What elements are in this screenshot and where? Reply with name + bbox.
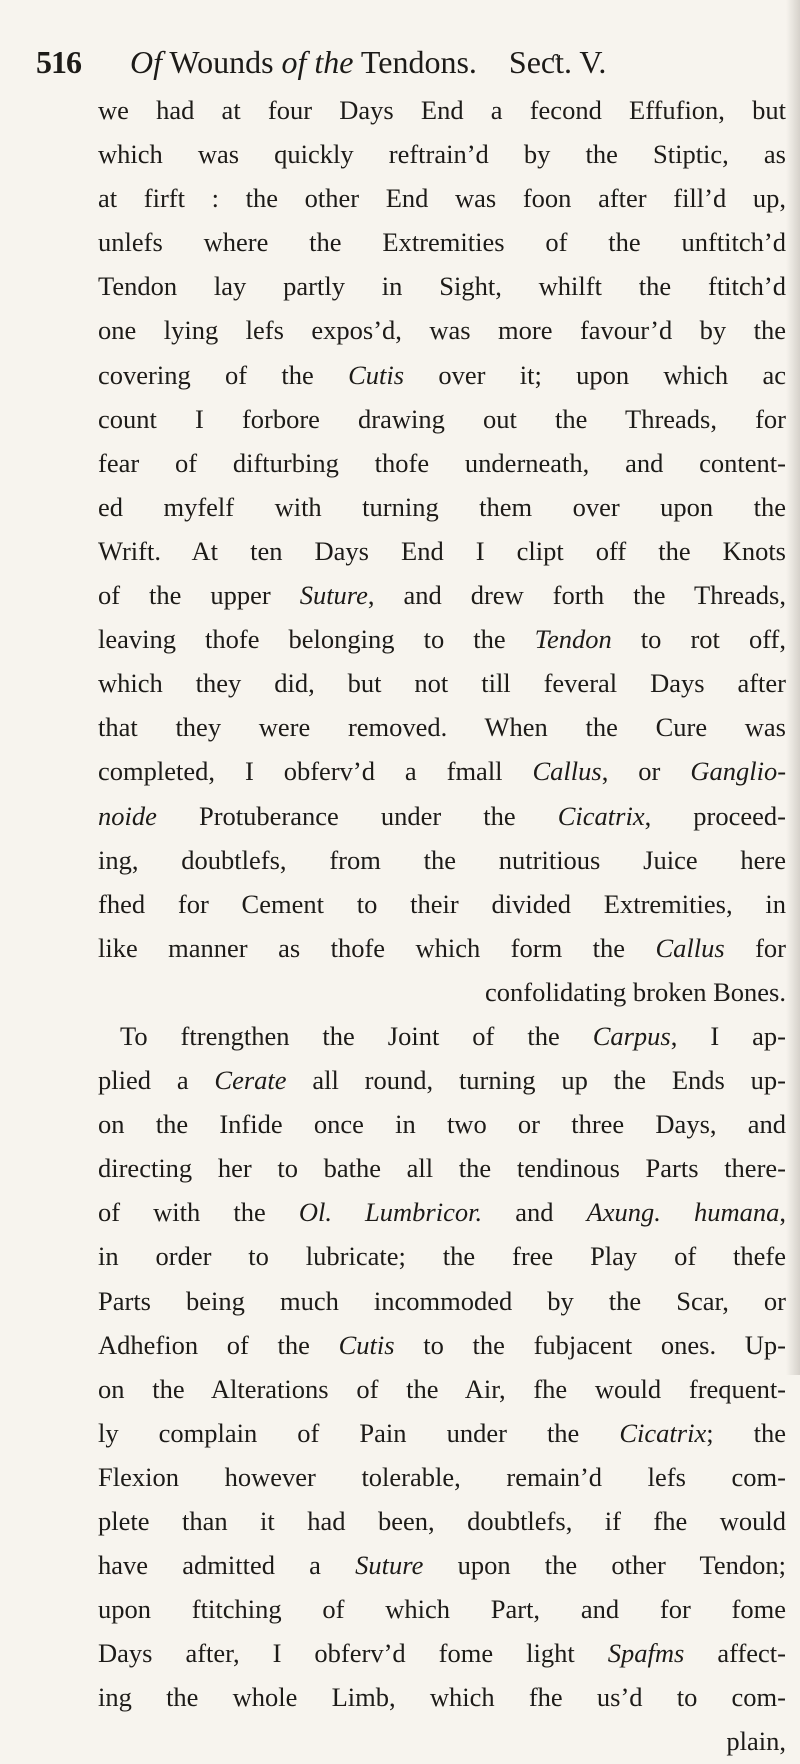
text-segment: Cerate	[214, 1065, 287, 1096]
text-segment: affect-	[684, 1638, 786, 1669]
text-line	[98, 573, 786, 617]
text-segment: To ftrengthen the Joint of the	[120, 1020, 593, 1051]
text-segment: that they were removed. When the Cure was	[98, 712, 786, 743]
running-head-of: Of	[130, 44, 162, 80]
text-segment: like manner as thofe which form the	[98, 932, 656, 963]
text-segment: leaving thofe belonging to the	[98, 624, 535, 655]
text-line	[98, 794, 786, 838]
text-line	[98, 264, 786, 308]
text-segment: Ol. Lumbricor.	[298, 1197, 483, 1228]
text-segment: Suture	[355, 1550, 424, 1581]
text-segment: Flexion however tolerable, remain’d lefs com-	[98, 1461, 786, 1492]
text-line	[98, 926, 786, 970]
page-edge-shadow	[786, 0, 800, 1375]
text-segment: to the fubjacent ones. Up-	[394, 1329, 786, 1360]
text-line	[98, 88, 786, 132]
text-segment: Adhefion of the	[98, 1329, 339, 1360]
text-segment: ,	[779, 1197, 786, 1228]
page-number: 516	[36, 44, 81, 80]
text-segment: at firft : the other End was foon after fill’d up,	[98, 183, 786, 214]
text-line	[98, 353, 786, 397]
text-segment: plete than it had been, doubtlefs, if fhe would	[98, 1506, 786, 1536]
text-segment: Cutis	[338, 1329, 395, 1360]
text-segment: ; the	[706, 1417, 786, 1448]
text-segment: Cicatrix	[557, 800, 645, 831]
text-segment: , proceed-	[644, 800, 786, 831]
text-segment: ing, doubtlefs, from the nutritious Juice here	[98, 844, 786, 875]
text-segment: to rot off,	[611, 624, 786, 655]
text-segment: Spafms	[607, 1638, 685, 1669]
text-line	[98, 1323, 786, 1367]
text-segment: Axung. humana	[586, 1197, 780, 1228]
text-line	[98, 1014, 786, 1058]
text-line	[98, 1675, 786, 1719]
text-segment: Cicatrix	[619, 1417, 707, 1448]
text-segment: in order to lubricate; the free Play of thefe	[98, 1241, 786, 1272]
text-segment: fhed for Cement to their divided Extremities, in	[98, 888, 786, 919]
text-segment: one lying lefs expos’d, was more favour’d by the	[98, 315, 786, 346]
text-segment: have admitted a	[98, 1550, 356, 1581]
text-segment: and	[482, 1197, 587, 1228]
text-line	[98, 1631, 786, 1675]
text-segment: directing her to bathe all the tendinous Parts there-	[98, 1153, 786, 1184]
text-segment: Ganglio-	[690, 756, 786, 787]
text-segment: Parts being much incommoded by the Scar, or	[98, 1285, 786, 1316]
text-line	[98, 1455, 786, 1499]
text-line	[98, 1279, 786, 1323]
text-line	[98, 1367, 786, 1411]
text-line	[98, 529, 786, 573]
text-line	[98, 132, 786, 176]
text-line	[98, 1234, 786, 1278]
text-segment: ly complain of Pain under the	[98, 1417, 620, 1448]
text-segment: we had at four Days End a fecond Effufion, but	[98, 95, 786, 125]
text-segment: on the Infide once in two or three Days, and	[98, 1109, 786, 1140]
text-line	[98, 308, 786, 352]
text-line	[98, 1146, 786, 1190]
text-segment: of with the	[98, 1197, 299, 1228]
text-segment: Wrift. At ten Days End I clipt off the Knots	[98, 535, 786, 566]
text-line	[98, 617, 786, 661]
text-segment: over it; upon which ac	[404, 359, 786, 390]
running-head-of2: of	[281, 44, 307, 80]
text-line	[98, 882, 786, 926]
text-segment: all round, turning up the Ends up-	[286, 1065, 786, 1096]
text-segment: Protuberance under the	[156, 800, 558, 831]
running-head	[130, 44, 606, 81]
running-head-the: the	[314, 44, 354, 80]
text-line	[98, 970, 786, 1014]
text-segment: noide	[98, 800, 157, 831]
text-segment: ing the whole Limb, which fhe us’d to com-	[98, 1682, 786, 1713]
text-segment: count I forbore drawing out the Threads, for	[98, 403, 786, 434]
text-line	[98, 749, 786, 793]
text-segment: unlefs where the Extremities of the unftitch’d	[98, 227, 786, 258]
text-segment: upon ftitching of which Part, and for fome	[98, 1594, 786, 1625]
text-line	[98, 1587, 786, 1631]
text-segment: Callus	[655, 932, 725, 963]
text-line	[98, 441, 786, 485]
text-line	[98, 705, 786, 749]
text-segment: Callus	[532, 756, 602, 787]
running-head-section: Seƈt. V.	[508, 44, 607, 80]
text-line	[98, 1102, 786, 1146]
text-line	[98, 176, 786, 220]
text-line	[98, 397, 786, 441]
text-segment: , or	[601, 756, 691, 787]
text-line	[98, 1058, 786, 1102]
text-segment: , I ap-	[670, 1020, 786, 1051]
text-line	[98, 838, 786, 882]
text-segment: for	[724, 932, 786, 963]
text-segment: of the upper	[98, 580, 300, 611]
text-segment: upon the other Tendon;	[423, 1550, 786, 1581]
page-header	[36, 44, 776, 84]
text-segment: plied a	[98, 1065, 215, 1096]
text-line	[98, 1411, 786, 1455]
text-segment: covering of the	[98, 359, 349, 390]
text-segment: completed, I obferv’d a fmall	[98, 756, 533, 787]
text-segment: fear of difturbing thofe underneath, and content-	[98, 447, 786, 478]
text-segment: Tendon	[534, 624, 612, 655]
body-text	[98, 88, 786, 1764]
running-head-tendons: Tendons.	[360, 44, 477, 80]
text-line	[98, 1190, 786, 1234]
running-head-wounds: Wounds	[169, 44, 274, 80]
text-segment: confolidating broken Bones.	[484, 976, 786, 1007]
text-segment: which was quickly reftrain’d by the Stiptic, as	[98, 139, 786, 170]
text-segment: Tendon lay partly in Sight, whilft the ftitch’d	[98, 271, 786, 302]
catchword: plain,	[726, 1726, 786, 1757]
text-segment: , and drew forth the Threads,	[367, 580, 786, 611]
text-segment: Days after, I obferv’d fome light	[98, 1638, 608, 1669]
text-segment: which they did, but not till feveral Days after	[98, 668, 786, 699]
text-segment: Suture	[299, 580, 368, 611]
text-line	[98, 485, 786, 529]
text-segment: on the Alterations of the Air, fhe would frequent-	[98, 1373, 786, 1404]
text-segment: ed myfelf with turning them over upon the	[98, 491, 786, 522]
text-line	[98, 1499, 786, 1543]
text-line	[98, 1543, 786, 1587]
text-segment: Carpus	[592, 1020, 671, 1051]
text-line	[98, 661, 786, 705]
text-line	[98, 220, 786, 264]
text-segment: Cutis	[348, 359, 405, 390]
